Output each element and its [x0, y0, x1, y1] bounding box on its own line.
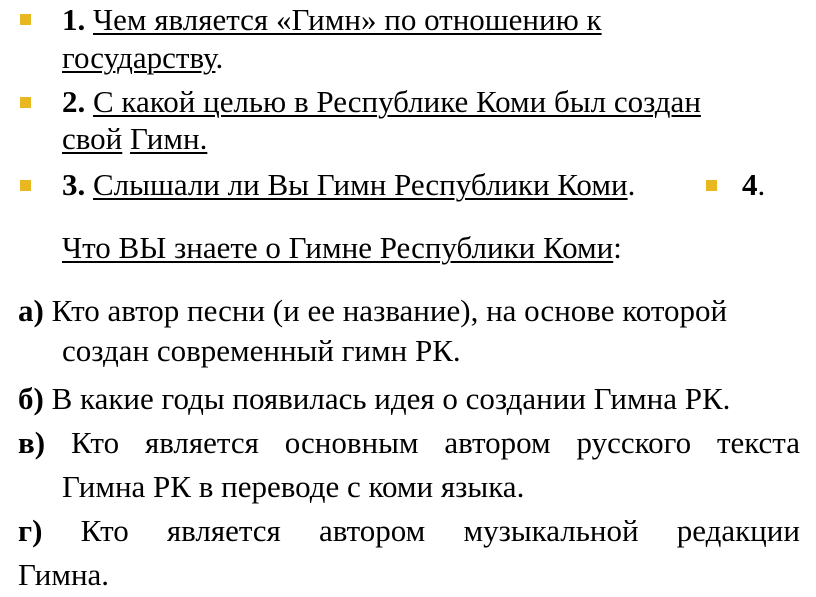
- sub-g-text-cont: Гимна.: [18, 557, 110, 592]
- question-4-heading: Что ВЫ знаете о Гимне Республики Коми:: [62, 230, 622, 265]
- sub-b-label: б): [18, 381, 44, 416]
- question-1-line1: [62, 2, 602, 38]
- sub-g-line2: [18, 557, 109, 593]
- sub-g-label: г): [18, 513, 43, 548]
- question-1-text: Чем является «Гимн» по отношению к: [93, 2, 602, 37]
- sub-v-line1: в) Кто является основным автором русского текста: [18, 425, 800, 460]
- question-2-line1: [62, 84, 701, 120]
- question-2-line2: [62, 121, 207, 157]
- question-4-heading-text: Что ВЫ знаете о Гимне Республики Коми: [62, 230, 614, 265]
- sub-v-line2: [62, 469, 524, 505]
- sub-g-line1: г) Кто является автором музыкальной редакции: [18, 513, 800, 548]
- sub-a-text-cont: создан современный гимн РК.: [62, 333, 461, 368]
- sub-a-label: а): [18, 293, 44, 328]
- question-2-text: С какой целью в Республике Коми был создан: [93, 84, 701, 119]
- question-2-number: 2.: [62, 84, 86, 119]
- question-2-text-cont-b: Гимн.: [130, 121, 208, 156]
- sub-v-text-cont: Гимна РК в переводе с коми языка.: [62, 469, 525, 504]
- bullet-3: [20, 180, 31, 191]
- question-1-line2: государству.: [62, 40, 224, 75]
- question-3-number: 3.: [62, 167, 86, 202]
- question-1-number: 1.: [62, 2, 86, 37]
- sub-v-label: в): [18, 425, 46, 460]
- sub-b-line1: [18, 381, 730, 417]
- sub-a-text: Кто автор песни (и ее название), на основе которой: [51, 293, 728, 328]
- question-4-number: 4: [742, 167, 758, 202]
- bullet-4: [706, 180, 717, 191]
- bullet-2: [20, 97, 31, 108]
- sub-b-text: В какие годы появилась идея о создании Гимна РК.: [51, 381, 731, 416]
- question-3-line: 3. Слышали ли Вы Гимн Республики Коми.: [62, 167, 636, 202]
- sub-a-line2: [62, 333, 461, 369]
- question-4-number-line: 4.: [742, 167, 766, 202]
- question-3-text: Слышали ли Вы Гимн Республики Коми: [93, 167, 628, 202]
- sub-a-line1: [18, 293, 727, 329]
- question-1-text-cont: государству: [62, 40, 216, 75]
- question-2-text-cont-a: свой: [62, 121, 123, 156]
- bullet-1: [20, 14, 31, 25]
